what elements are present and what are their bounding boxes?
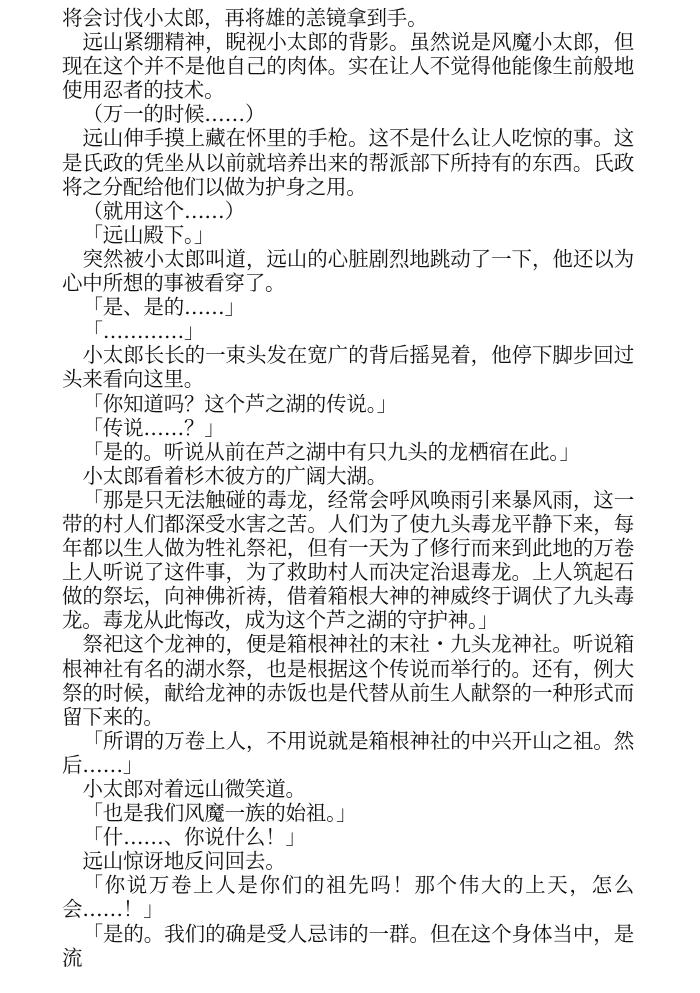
- paragraph: （就用这个……）: [82, 198, 245, 223]
- paragraph: （万一的时候……）: [82, 102, 266, 127]
- document-page: [62, 6, 634, 970]
- paragraph: 「…………」: [82, 319, 205, 344]
- paragraph: 远山伸手摸上藏在怀里的手枪。这不是什么让人吃惊的事。这是氏政的凭坐从以前就培养出来的帮派部下所持有的东西。氏政将之分配给他们以做为护身之用。: [62, 126, 634, 199]
- paragraph: 「远山殿下。」: [82, 222, 215, 247]
- paragraph: 「是的。听说从前在芦之湖中有只九头的龙栖宿在此。」: [82, 439, 580, 464]
- paragraph: 将会讨伐小太郎，再将雄的恙镜拿到手。: [62, 6, 428, 30]
- paragraph: 祭祀这个龙神的，便是箱根神社的末社・九头龙神社。听说箱根神社有名的湖水祭，也是根据这个传说而举行的。还有，例大祭的时候，献给龙神的赤饭也是代替从前生人献祭的一种形式而留下来的。: [62, 632, 634, 729]
- paragraph: 小太郎看着杉木彼方的广阔大湖。: [82, 463, 387, 488]
- paragraph: 「传说……？」: [82, 415, 225, 440]
- paragraph: 「你知道吗？这个芦之湖的传说。」: [82, 391, 398, 416]
- paragraph: 「所谓的万卷上人，不用说就是箱根神社的中兴开山之祖。然后……」: [62, 728, 634, 777]
- paragraph: 「也是我们风魔一族的始祖。」: [82, 801, 357, 826]
- paragraph: 「是的。我们的确是受人忌讳的一群。但在这个身体当中，是流: [62, 921, 634, 970]
- paragraph: 「是、是的……」: [82, 295, 245, 320]
- paragraph: 小太郎对着远山微笑道。: [82, 777, 306, 801]
- paragraph: 小太郎长长的一束头发在宽广的背后摇晃着，他停下脚步回过头来看向这里。: [62, 343, 634, 392]
- paragraph: 突然被小太郎叫道，远山的心脏剧烈地跳动了一下，他还以为心中所想的事被看穿了。: [62, 246, 634, 296]
- paragraph: 远山惊讶地反问回去。: [82, 849, 286, 874]
- paragraph: 远山紧绷精神，睨视小太郎的背影。虽然说是风魔小太郎，但现在这个并不是他自己的肉体。实在让人不觉得他能像生前般地使用忍者的技术。: [62, 30, 634, 103]
- paragraph: 「那是只无法触碰的毒龙，经常会呼风唤雨引来暴风雨，这一带的村人们都深受水害之苦。人们为了使九头毒龙平静下来，每年都以生人做为牲礼祭祀，但有一天为了修行而来到此地的万卷上人听说了这件事，为了救助村人而决定治退毒龙。上人筑起石做的祭坛，向神佛祈祷，借着箱根大神的神威终于调伏了九头毒龙。毒龙从此悔改，成为这个芦之湖的守护神。」: [62, 487, 634, 633]
- paragraph: 「什……、你说什么！」: [82, 825, 306, 850]
- paragraph: 「你说万卷上人是你们的祖先吗！那个伟大的上天，怎么会……！」: [62, 873, 634, 922]
